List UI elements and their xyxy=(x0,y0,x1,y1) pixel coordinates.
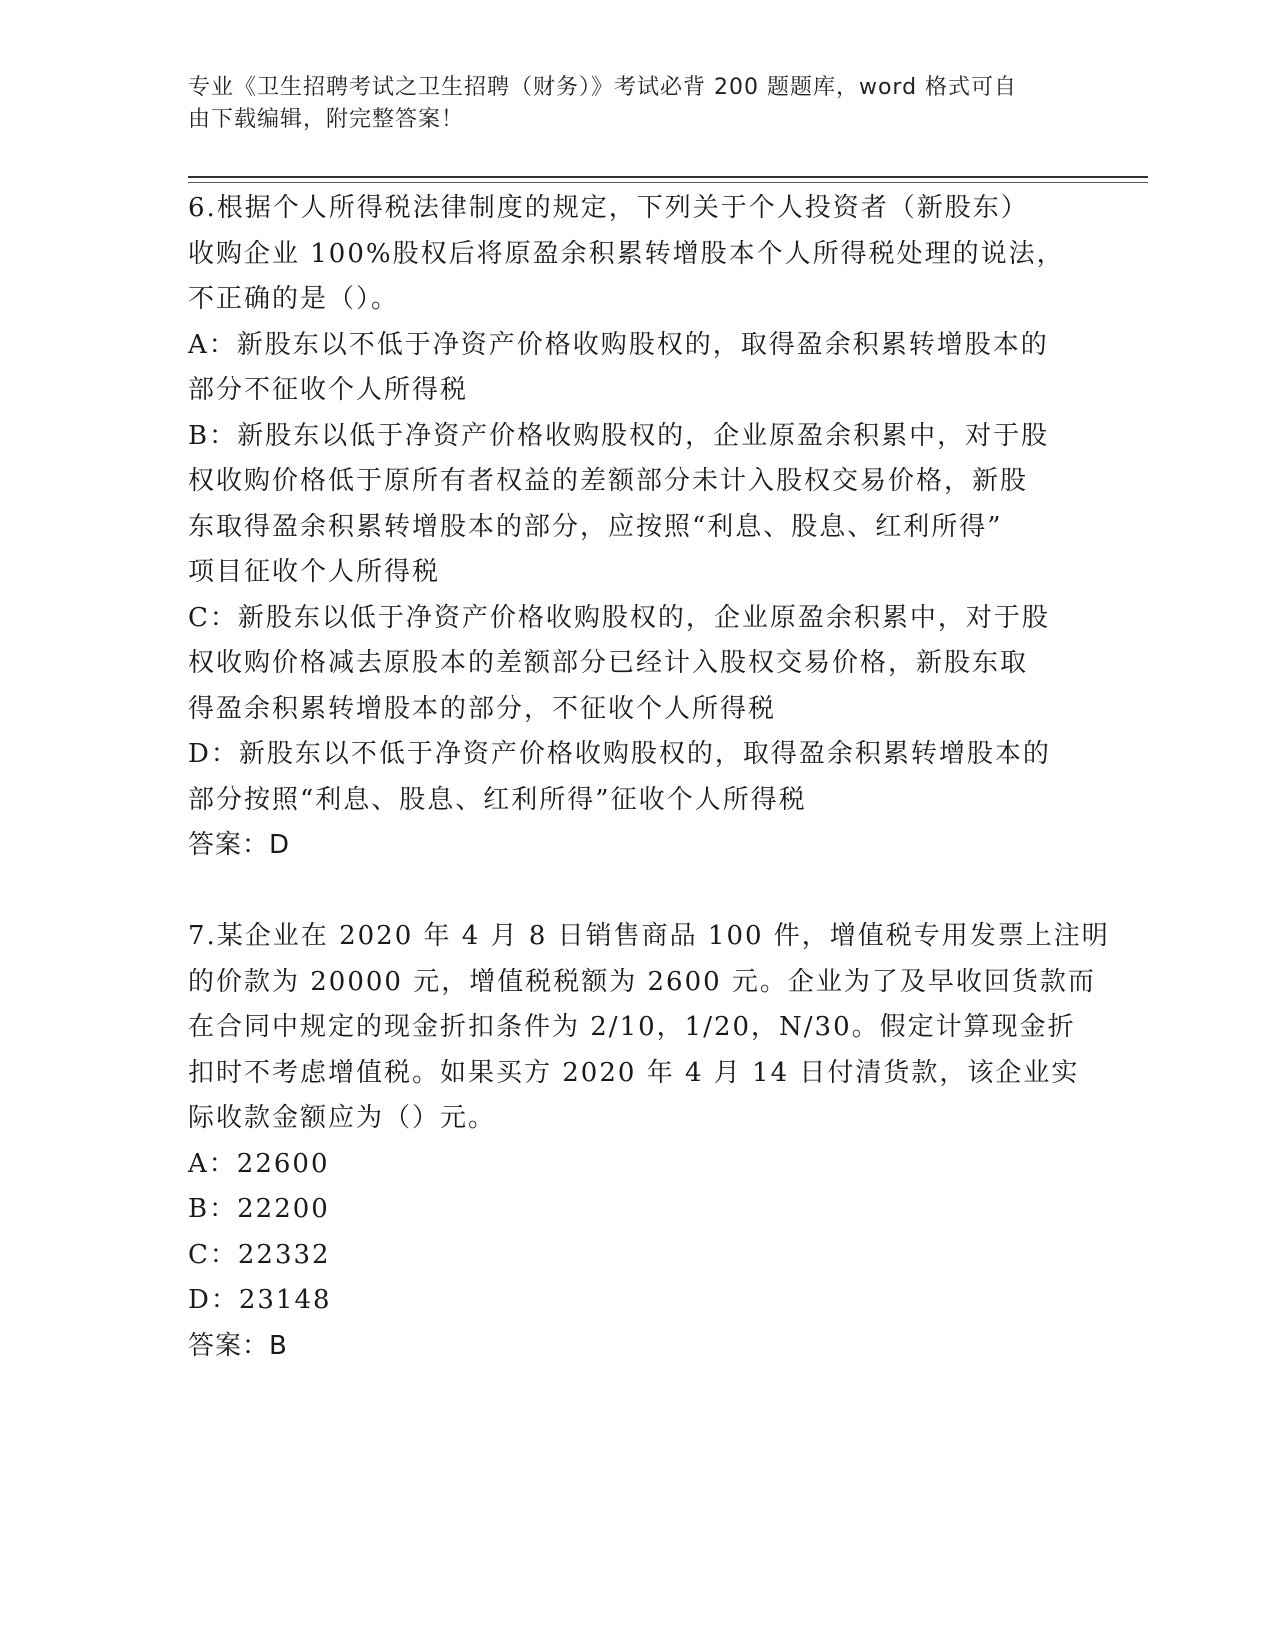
stem-line: 际收款金额应为（）元。 xyxy=(188,1103,497,1133)
option-line: 项目征收个人所得税 xyxy=(188,557,441,587)
question-stem xyxy=(188,186,1078,323)
header-divider-thick xyxy=(188,176,1148,178)
option-line: 权收购价格低于原所有者权益的差额部分未计入股权交易价格，新股 xyxy=(188,466,1029,496)
option-line: B：22200 xyxy=(188,1194,330,1224)
option-line: 权收购价格减去原股本的差额部分已经计入股权交易价格，新股东取 xyxy=(188,648,1029,678)
header-line: 由下载编辑，附完整答案！ xyxy=(188,107,465,132)
option-a xyxy=(188,323,1078,414)
question-stem xyxy=(188,914,1110,1142)
option-line: C：新股东以低于净资产价格收购股权的，企业原盈余积累中，对于股 xyxy=(188,602,1050,633)
question-7 xyxy=(188,914,1110,1369)
option-line: B：新股东以低于净资产价格收购股权的，企业原盈余积累中，对于股 xyxy=(188,420,1050,451)
option-b xyxy=(188,414,1078,596)
option-line: 部分按照“利息、股息、红利所得”征收个人所得税 xyxy=(188,784,807,815)
stem-line: 6.根据个人所得税法律制度的规定，下列关于个人投资者（新股东） xyxy=(188,193,1029,223)
stem-line: 不正确的是（）。 xyxy=(188,284,400,314)
stem-line: 的价款为 20000 元，增值税税额为 2600 元。企业为了及早收回货款而 xyxy=(188,966,1096,997)
stem-line: 在合同中规定的现金折扣条件为 2/10，1/20，N/30。假定计算现金折 xyxy=(188,1012,1076,1042)
option-d xyxy=(188,732,1078,823)
stem-line: 7.某企业在 2020 年 4 月 8 日销售商品 100 件，增值税专用发票上注明 xyxy=(188,921,1110,951)
option-line: A：22600 xyxy=(188,1148,330,1179)
option-line: 部分不征收个人所得税 xyxy=(188,375,469,405)
option-line: D：新股东以不低于净资产价格收购股权的，取得盈余积累转增股本的 xyxy=(188,739,1051,769)
option-line: 东取得盈余积累转增股本的部分，应按照“利息、股息、红利所得” xyxy=(188,511,1003,542)
option-line: 得盈余积累转增股本的部分，不征收个人所得税 xyxy=(188,693,777,724)
option-line: D：23148 xyxy=(188,1285,332,1315)
header-line: 专业《卫生招聘考试之卫生招聘（财务）》考试必背 200 题题库，word 格式可自 xyxy=(188,75,1018,100)
option-c xyxy=(188,1233,1078,1279)
document-header xyxy=(188,72,1068,136)
answer-label: 答案：B xyxy=(188,1330,288,1361)
answer-label: 答案：D xyxy=(188,830,291,860)
option-b xyxy=(188,1187,1078,1233)
stem-line: 扣时不考虑增值税。如果买方 2020 年 4 月 14 日付清货款，该企业实 xyxy=(188,1057,1080,1088)
header-divider-thin xyxy=(188,182,1148,183)
stem-line: 收购企业 100%股权后将原盈余积累转增股本个人所得税处理的说法， xyxy=(188,238,1065,269)
option-d xyxy=(188,1278,1078,1324)
option-line: C：22332 xyxy=(188,1239,331,1270)
option-a xyxy=(188,1142,1078,1188)
option-line: A：新股东以不低于净资产价格收购股权的，取得盈余积累转增股本的 xyxy=(188,329,1049,360)
option-c xyxy=(188,596,1078,733)
question-6 xyxy=(188,186,1078,869)
